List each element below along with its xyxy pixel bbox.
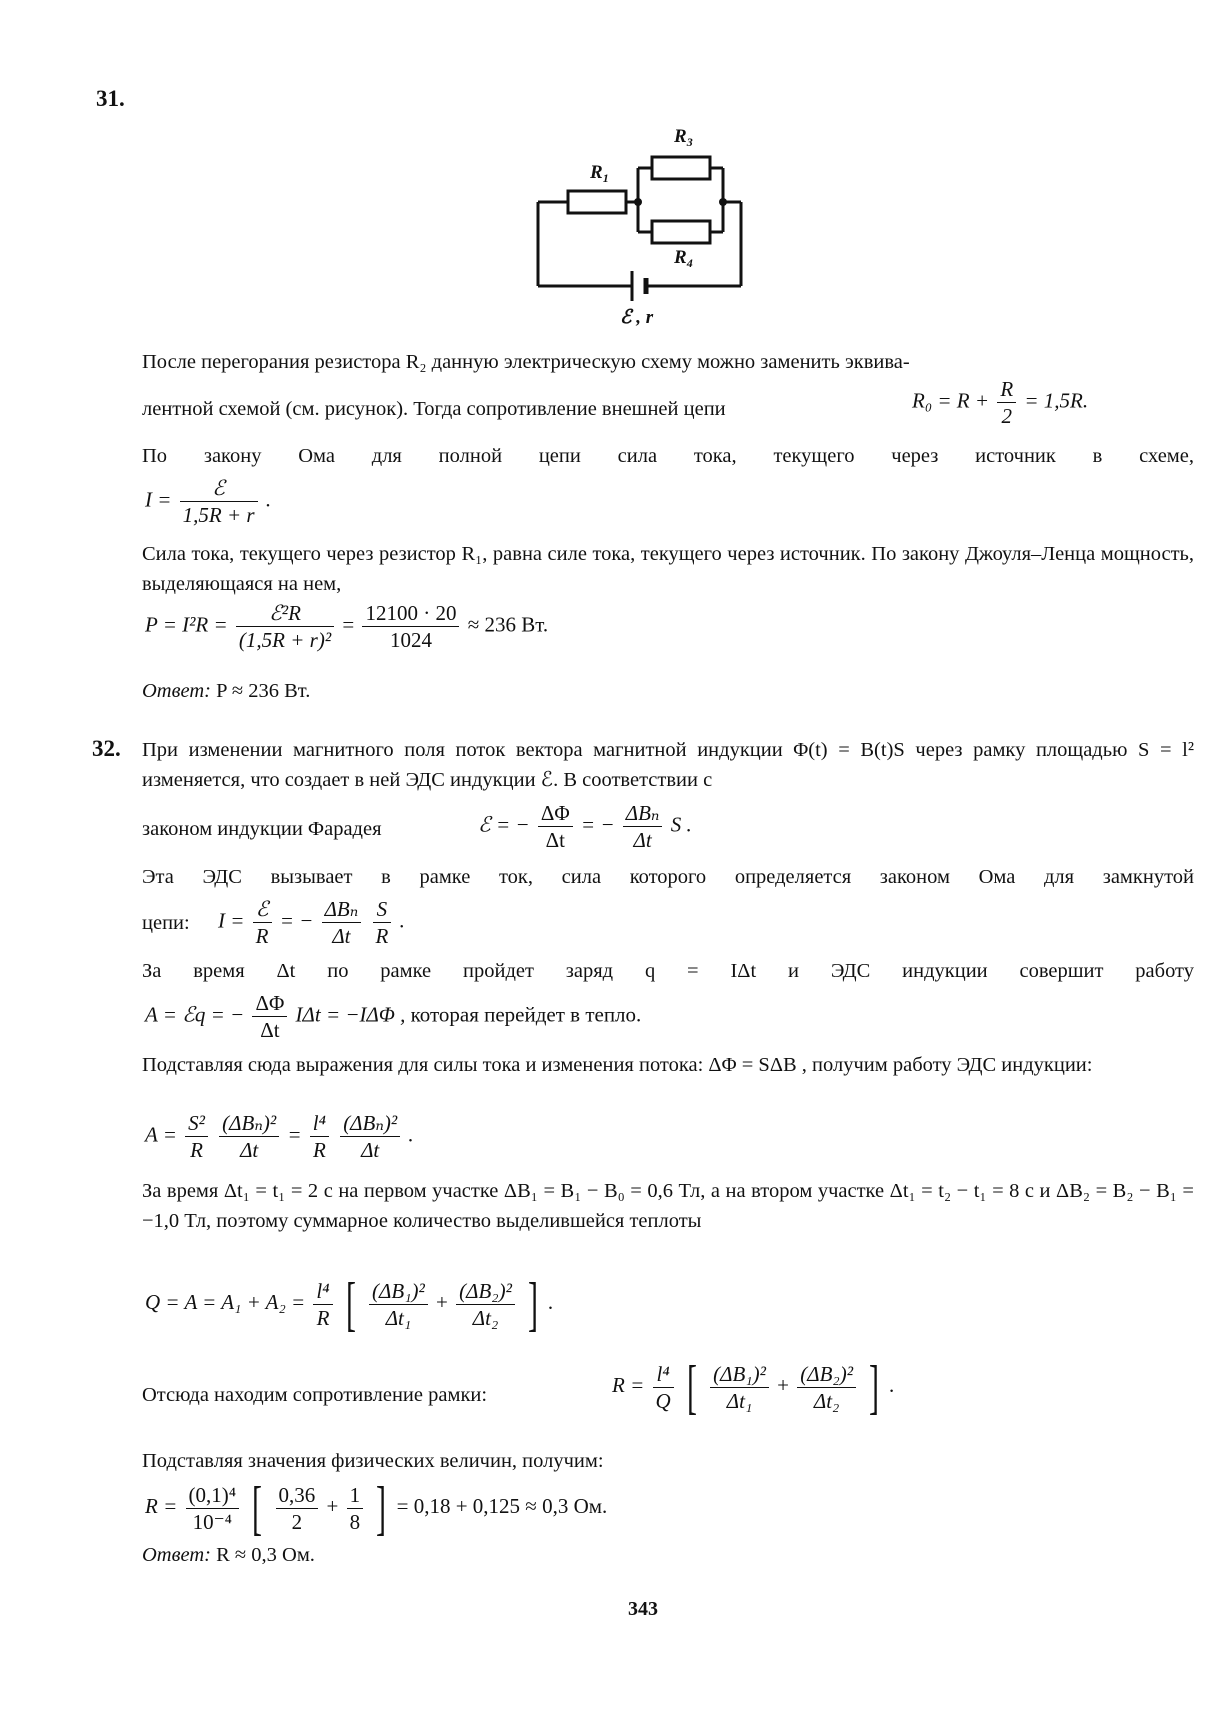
- p31-text-3: Сила тока, текущего через резистор R₁, равна силе тока, текущего через источник. По закону Джоуля–Ленца мощность, выделяющаяся на нем,: [142, 543, 1194, 595]
- p32-text-3: За время Δt по рамке пройдет заряд q = IΔt и ЭДС индукции совершит работу: [142, 960, 1194, 982]
- circuit-diagram: [520, 118, 760, 338]
- p32-text-2: Эта ЭДС вызывает в рамке ток, сила которого определяется законом Ома для замкнутой: [142, 866, 1194, 888]
- equation-faraday: ℰ = − $\frac{\Delta\Phi}{\Delta t}$ = − $\frac{\text{ΔBₙ}}{\Delta t}$ S .: [478, 801, 692, 852]
- p32-answer: Ответ: R ≈ 0,3 Ом.: [142, 1544, 315, 1566]
- p32-text-7: Подставляя значения физических величин, получим:: [142, 1450, 604, 1472]
- p32-text-1-tail: законом индукции Фарадея: [142, 818, 382, 840]
- problem-31-number: 31.: [96, 86, 125, 111]
- equation-work: A = ℰq = − $\frac{\Delta\Phi}{\Delta t}$ IΔt = −IΔΦ , которая перейдет в тепло.: [145, 991, 642, 1042]
- p31-text-1b: лентной схемой (см. рисунок). Тогда сопротивление внешней цепи: [142, 398, 726, 420]
- problem-32-number: 32.: [92, 736, 121, 761]
- equation-current: I = $\frac{\text{ℰ}}{1,5R + r}$ .: [145, 476, 272, 527]
- equation-r0: R₀ = R + $\frac{R}{2}$ = 1,5R.: [912, 377, 1089, 428]
- p32-text-1: При изменении магнитного поля поток вектора магнитной индукции Φ(t) = B(t)S через рамку площадью S = l² изменяется, что создает в ней ЭДС индукции ℰ. В соответствии с: [142, 739, 1194, 791]
- equation-ohm: I = $\frac{\text{ℰ}}{R}$ = − $\frac{\text{ΔBₙ}}{\Delta t}$ $\frac{S}{R}$ .: [218, 897, 405, 948]
- label-r4: $R_4$: [674, 247, 693, 270]
- resistor-r4: [652, 221, 710, 243]
- p31-text-2: По закону Ома для полной цепи сила тока, текущего через источник в схеме,: [142, 445, 1194, 467]
- equation-resistance: R = $\frac{\text{l⁴}}{Q}$ [ $\frac{\text{(ΔB₁)²}}{\text{Δt₁}}$ + $\frac{\text{(ΔB₂)²}}{\text{Δt₂}}$ ] .: [612, 1354, 895, 1420]
- label-r1: $R_1$: [590, 162, 609, 185]
- p32-text-6: Отсюда находим сопротивление рамки:: [142, 1384, 488, 1406]
- equation-resistance-numeric: R = $\frac{\text{(0,1)⁴}}{\text{10⁻⁴}}$ [ $\frac{0,36}{2}$ + $\frac{1}{8}$ ] = 0,18 + 0,125 ≈ 0,3 Ом.: [145, 1475, 608, 1541]
- label-emf: ℰ , r: [620, 307, 654, 328]
- label-r3: $R_3$: [674, 126, 693, 149]
- equation-power: P = I²R = $\frac{\text{ℰ²R}}{\text{(1,5R + r)²}}$ = $\frac{12100 \cdot 20}{1024}$ ≈ 236 Вт.: [145, 601, 549, 652]
- p31-answer: Ответ: P ≈ 236 Вт.: [142, 680, 311, 702]
- resistor-r3: [652, 157, 710, 179]
- equation-heat: Q = A = A₁ + A₂ = $\frac{\text{l⁴}}{R}$ [ $\frac{\text{(ΔB₁)²}}{\text{Δt₁}}$ + $\frac{\text{(ΔB₂)²}}{\text{Δt₂}}$ ] .: [145, 1271, 554, 1337]
- p32-text-4: Подставляя сюда выражения для силы тока и изменения потока: ΔΦ = SΔB , получим работу ЭДС индукции:: [142, 1054, 1093, 1076]
- equation-work-2: A = $\frac{\text{S²}}{R}$ $\frac{\text{(ΔBₙ)²}}{\Delta t}$ = $\frac{\text{l⁴}}{R}$ $\frac{\text{(ΔBₙ)²}}{\Delta t}$ .: [145, 1111, 414, 1162]
- p32-text-2-tail: цепи:: [142, 912, 190, 934]
- p32-text-5: За время Δt₁ = t₁ = 2 с на первом участке ΔB₁ = B₁ − B₀ = 0,6 Тл, а на втором участке Δt₁ = t₂ − t₁ = 8 с и ΔB₂ = B₂ − B₁ = −1,0 Тл, поэтому суммарное количество выделившейся теплоты: [142, 1180, 1194, 1232]
- resistor-r1: [568, 191, 626, 213]
- p31-text-1a: После перегорания резистора R₂ данную электрическую схему можно заменить эквива-: [142, 351, 910, 373]
- page-number: 343: [628, 1598, 658, 1620]
